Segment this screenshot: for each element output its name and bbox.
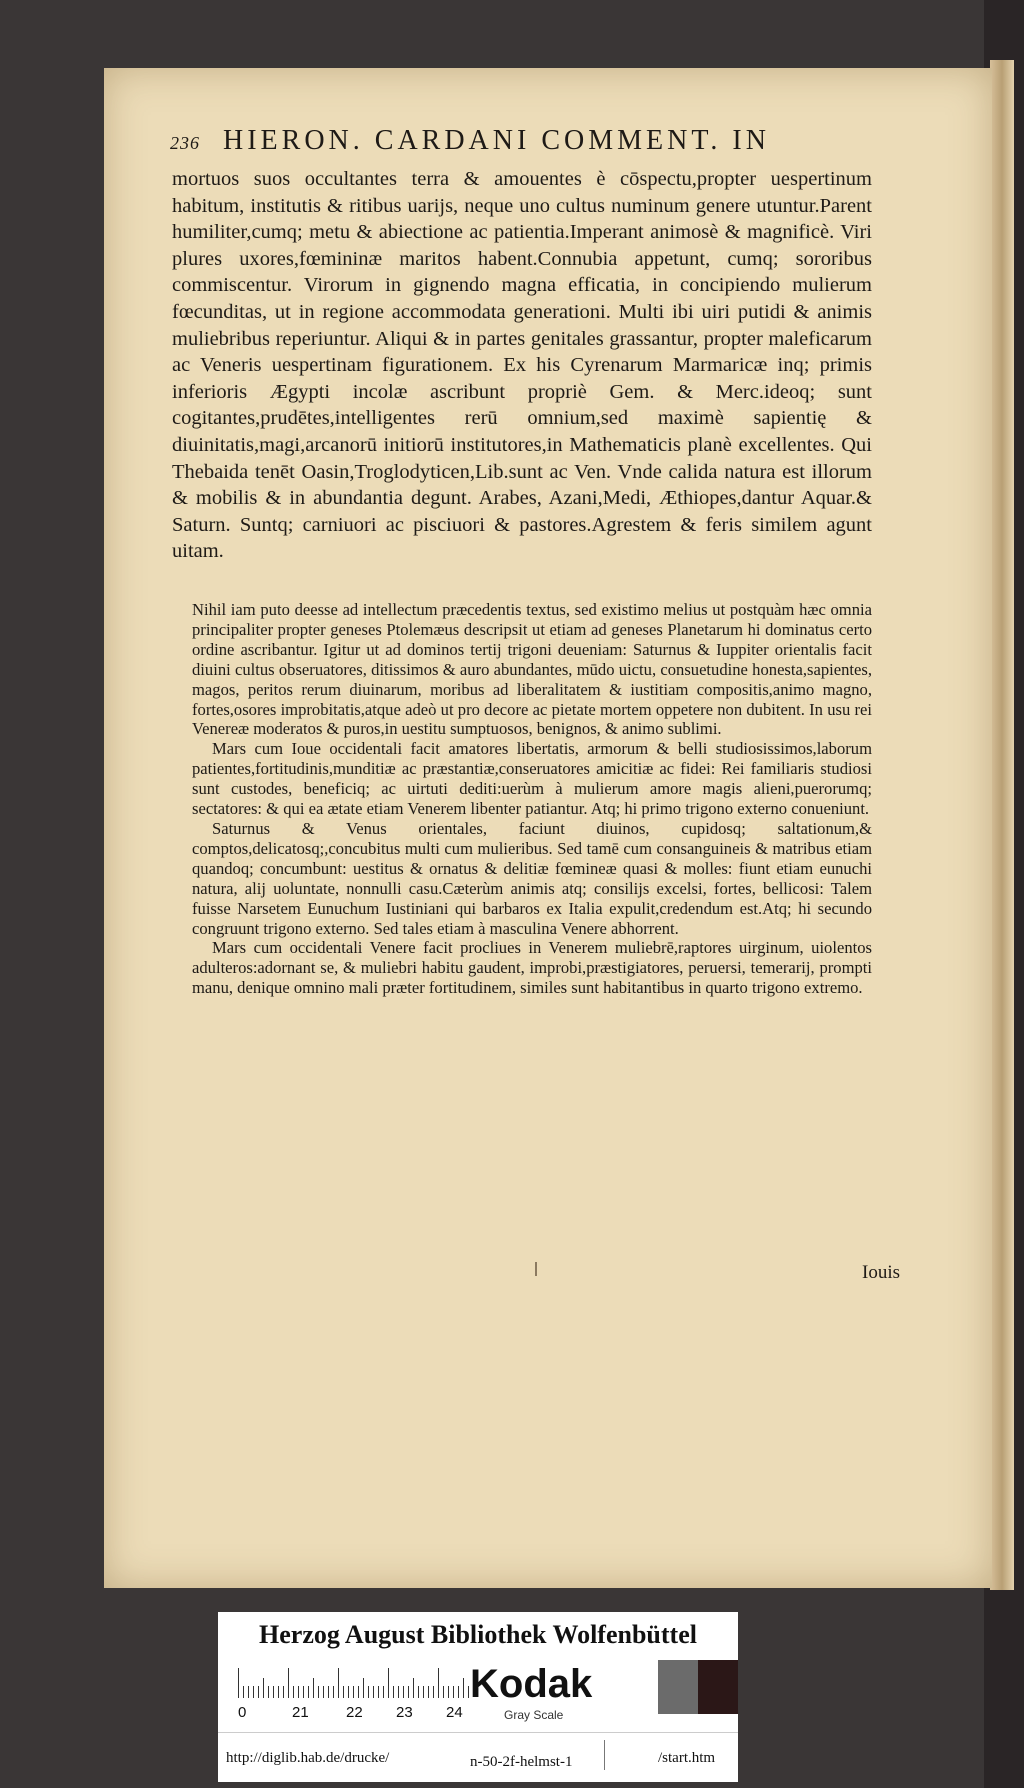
ruler-tick xyxy=(378,1686,379,1698)
ruler-tick xyxy=(253,1686,254,1698)
ruler-tick xyxy=(358,1686,359,1698)
commentary-paragraph-2: Mars cum Ioue occidentali facit amatores libertatis, armorum & belli studiosissimos,laborum patientes,fortitudinis,munditiæ ac præstantiæ,conseruatores amicitiæ ac fidei: Rei familiaris studiosi sunt custodes, beneficiq; ac uirtuti dediti:uerùm à mulierum amore magis alieni,puerorumq; sectatores: & qui ea ætate etiam Venerem libenter patiantur. Atq; hi primo trigono externo conueniunt. xyxy=(192,739,872,819)
running-head-title: HIERON. CARDANI COMMENT. IN xyxy=(223,125,770,156)
ruler-tick xyxy=(403,1686,404,1698)
ruler-tick xyxy=(258,1686,259,1698)
printer-mark xyxy=(535,1262,537,1276)
ruler-tick xyxy=(288,1668,289,1698)
ruler-tick xyxy=(408,1686,409,1698)
ruler-tick xyxy=(393,1686,394,1698)
ruler-tick xyxy=(263,1678,264,1698)
ruler-tick xyxy=(298,1686,299,1698)
color-target-card xyxy=(218,1612,738,1782)
ruler-tick xyxy=(453,1686,454,1698)
library-name: Herzog August Bibliothek Wolfenbüttel xyxy=(259,1620,697,1649)
ruler-tick xyxy=(448,1686,449,1698)
ruler-tick xyxy=(463,1678,464,1698)
url-separator xyxy=(604,1740,605,1770)
scale-ruler xyxy=(238,1668,468,1698)
ruler-tick xyxy=(458,1686,459,1698)
ruler-number: 23 xyxy=(396,1704,413,1721)
ruler-tick xyxy=(413,1678,414,1698)
commentary-paragraph-1: Nihil iam puto deesse ad intellectum præcedentis textus, sed existimo melius ut postquàm hæc omnia principaliter propter geneses Ptolemæus descripsit ut etiam ad geneses Planetarum hi dominatus certo ordine ascribantur. Igitur ut ad dominos tertij trigoni deueniam: Saturnus & Iuppiter orientalis facit diuini cultus obseruatores, ditissimos & auro abundantes, mūdo uictu, consuetudine honesta,sapientes, magos, peritos rerum diuinarum, moribus ad liberalitatem & iustitiam compositis,animo magno, fortes,osores improbitatis,atque adeò ut pro decore ac pietate mortem oppetere non dubitent. In usu rei Venereæ moderatos & puros,in uestitu sumptuosos, benignos, & animo sublimi. xyxy=(192,600,872,739)
ruler-tick xyxy=(443,1686,444,1698)
ruler-tick xyxy=(338,1668,339,1698)
ruler-tick xyxy=(308,1686,309,1698)
main-text-block xyxy=(172,166,872,565)
ruler-tick xyxy=(368,1686,369,1698)
ruler-number: 22 xyxy=(346,1704,363,1721)
ruler-tick xyxy=(423,1686,424,1698)
ruler-tick xyxy=(363,1678,364,1698)
page-edge xyxy=(990,60,1014,1590)
catchword: Iouis xyxy=(862,1262,900,1283)
gray-swatch-dark xyxy=(698,1660,738,1714)
ruler-tick xyxy=(243,1686,244,1698)
ruler-tick xyxy=(313,1678,314,1698)
ruler-tick xyxy=(398,1686,399,1698)
ruler-tick xyxy=(278,1686,279,1698)
commentary-block xyxy=(192,600,872,998)
gray-scale-label: Gray Scale xyxy=(504,1708,564,1722)
ruler-tick xyxy=(343,1686,344,1698)
ruler-tick xyxy=(323,1686,324,1698)
ruler-tick xyxy=(248,1686,249,1698)
ruler-tick xyxy=(238,1668,239,1698)
ruler-tick xyxy=(318,1686,319,1698)
ruler-tick xyxy=(383,1686,384,1698)
ruler-tick xyxy=(418,1686,419,1698)
ruler-tick xyxy=(268,1686,269,1698)
ruler-tick xyxy=(273,1686,274,1698)
ruler-tick xyxy=(283,1686,284,1698)
url-right: /start.htm xyxy=(658,1750,716,1766)
ruler-number: 24 xyxy=(446,1704,463,1721)
ruler-tick xyxy=(333,1686,334,1698)
ruler-tick xyxy=(468,1686,469,1698)
url-mid: n-50-2f-helmst-1 xyxy=(470,1754,573,1770)
running-header xyxy=(170,125,860,165)
ruler-tick xyxy=(293,1686,294,1698)
ruler-tick xyxy=(303,1686,304,1698)
kodak-logo: Kodak xyxy=(470,1662,593,1706)
ruler-tick xyxy=(353,1686,354,1698)
commentary-paragraph-3: Saturnus & Venus orientales, faciunt diuinos, cupidosq; saltationum,& comptos,delicatosq;,concubitus multi cum mulieribus. Sed tamē cum consanguineis & matribus etiam quandoq; concumbunt: uestitus & ornatus & delitiæ fœmineæ quasi & molles: fiunt etiam eunuchi natura, alij uoluntate, nonnulli casu.Cæterùm animis atq; consilijs excelsi, fortes, bellicosi: Talem fuisse Narsetem Eunuchum Iustiniani qui barbaros ex Italia expulit,credendum est.Atq; hi secundo congruunt trigono externo. Sed tales etiam à masculina Venere abhorrent. xyxy=(192,818,872,938)
ruler-tick xyxy=(388,1668,389,1698)
ruler-tick xyxy=(438,1668,439,1698)
ruler-tick xyxy=(433,1686,434,1698)
target-divider xyxy=(218,1732,738,1733)
ruler-numbers xyxy=(236,1704,486,1724)
main-paragraph: mortuos suos occultantes terra & amouentes è cōspectu,propter uespertinum habitum, institutis & ritibus uarijs, neque uno cultus numinum genere utuntur.Parent humiliter,cumq; metu & abiectione ac patientia.Imperant animosè & magnificè. Viri plures uxores,fœmininæ maritos habent.Connubia appetunt, cumq; sororibus commiscentur. Virorum in gignendo magna efficatia, in concipiendo mulierum fœcunditas, ut in regione accommodata generationi. Multi ibi uiri putidi & animis muliebribus reperiuntur. Aliqui & in partes genitales grassantur, propter maleficarum ac Veneris uespertinam figurationem. Ex his Cyrenarum Marmaricæ inq; primis inferioris Ægypti incolæ ascribunt propriè Gem. & Merc.ideoq; sunt cogitantes,prudētes,intelligentes rerū omnium,sed maximè sapientię & diuinitatis,magi,arcanorū initiorū institutores,in Mathematicis planè excellentes. Qui Thebaida tenēt Oasin,Troglodyticen,Lib.sunt ac Ven. Vnde calida natura est illorum & mobilis & in abundantia degunt. Arabes, Azani,Medi, Æthiopes,dantur Aquar.& Saturn. Suntq; carniuori ac pisciuori & pastores.Agrestem & feris similem agunt uitam. xyxy=(172,168,872,563)
ruler-tick xyxy=(373,1686,374,1698)
ruler-number: 0 xyxy=(238,1704,247,1721)
ruler-tick xyxy=(428,1686,429,1698)
ruler-tick xyxy=(328,1686,329,1698)
gray-swatch-mid xyxy=(658,1660,698,1714)
commentary-paragraph-4: Mars cum occidentali Venere facit procliues in Venerem muliebrē,raptores uirginum, uiolentos adulteros:adornant se, & muliebri habitu gaudent, improbi,præstigiatores, peruersi, temerarij, prompti manu, denique omnino mali præter fortitudinem, similes sunt habitantibus in quarto trigono extremo. xyxy=(192,938,872,998)
ruler-tick xyxy=(348,1686,349,1698)
url-left: http://diglib.hab.de/drucke/ xyxy=(226,1750,390,1766)
page-number: 236 xyxy=(170,133,200,153)
ruler-number: 21 xyxy=(292,1704,309,1721)
